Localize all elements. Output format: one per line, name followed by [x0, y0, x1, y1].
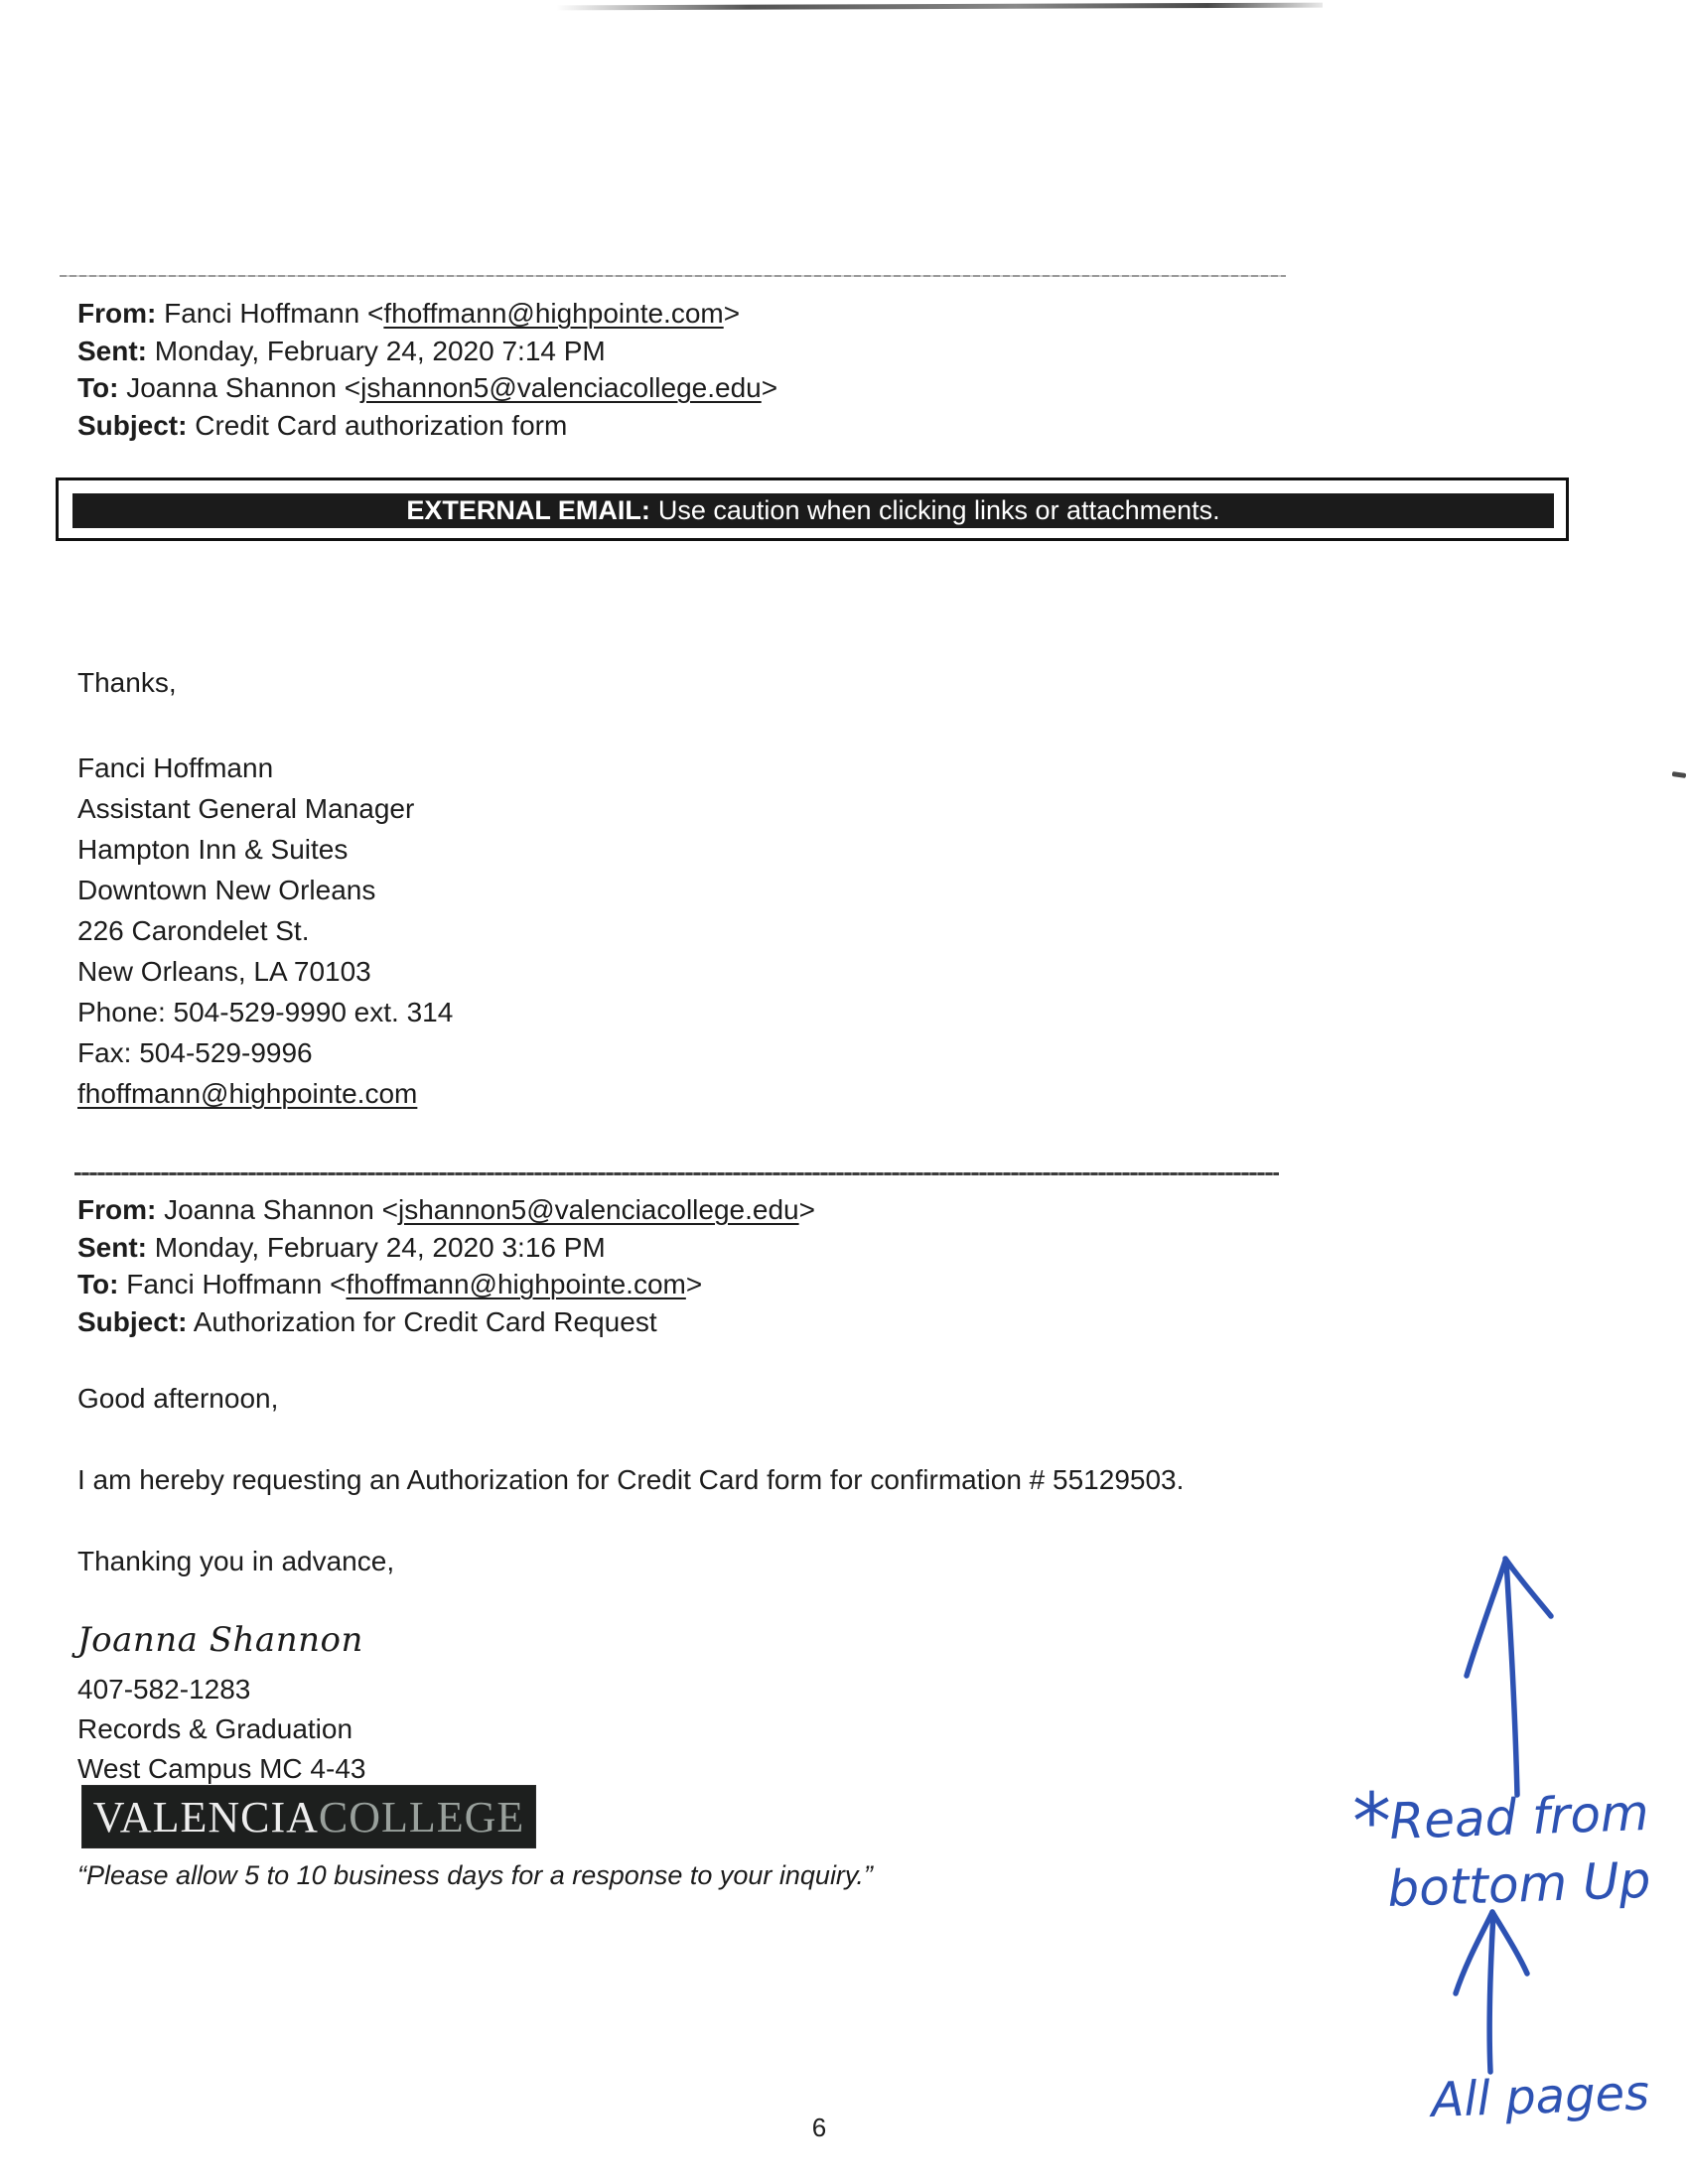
email1-signature	[77, 748, 453, 1114]
logo-college-text: COLLEGE	[318, 1792, 525, 1842]
from-label: From:	[77, 1194, 157, 1225]
to-label: To:	[77, 372, 119, 403]
signature-department: Records & Graduation	[77, 1713, 353, 1744]
signature-phone: 407-582-1283	[77, 1674, 251, 1705]
valencia-college-logo	[81, 1785, 536, 1848]
to-close-bracket: >	[761, 372, 778, 403]
scan-artifact-edge-dash	[1672, 771, 1687, 778]
email1-to-link[interactable]: jshannon5@valenciacollege.edu	[360, 372, 762, 403]
email2-subject-line	[77, 1303, 815, 1341]
email2-from-link[interactable]: jshannon5@valenciacollege.edu	[398, 1194, 799, 1225]
email2-header	[77, 1191, 815, 1340]
subject-value: Authorization for Credit Card Request	[187, 1305, 657, 1337]
email1-thanks: Thanks,	[77, 667, 177, 698]
email2-to-link[interactable]: fhoffmann@highpointe.com	[346, 1269, 686, 1299]
signature-company: Hampton Inn & Suites	[77, 834, 349, 865]
handwritten-note-read-from-bottom-up	[1352, 1778, 1651, 1918]
email1-divider-line	[60, 275, 1286, 277]
from-close-bracket: >	[798, 1194, 815, 1225]
sent-label: Sent:	[77, 1231, 147, 1263]
email1-subject-line	[77, 407, 777, 445]
email2-greeting: Good afternoon,	[77, 1383, 279, 1414]
email1-from-link[interactable]: fhoffmann@highpointe.com	[383, 298, 724, 329]
to-label: To:	[77, 1269, 119, 1299]
email1-from-line	[77, 295, 777, 333]
logo-valencia-text: VALENCIA	[92, 1792, 319, 1842]
handwritten-line2: bottom Up	[1386, 1850, 1652, 1918]
page-number: 6	[811, 2113, 827, 2142]
signature-fax: Fax: 504-529-9996	[77, 1037, 313, 1068]
from-name: Fanci Hoffmann <	[156, 298, 384, 329]
banner-rest-text: Use caution when clicking links or attachments.	[657, 495, 1220, 525]
subject-value: Credit Card authorization form	[187, 409, 568, 441]
signature-city: New Orleans, LA 70103	[77, 956, 371, 987]
banner-strong-text: EXTERNAL EMAIL:	[406, 495, 650, 525]
signature-title: Assistant General Manager	[77, 793, 415, 824]
sent-label: Sent:	[77, 335, 147, 366]
email2-signature-name: Joanna Shannon	[77, 1620, 363, 1660]
email1-header	[77, 295, 777, 444]
to-close-bracket: >	[685, 1269, 703, 1299]
signature-location: Downtown New Orleans	[77, 875, 376, 905]
from-name: Joanna Shannon <	[156, 1194, 398, 1225]
handwritten-line1: Read from	[1388, 1783, 1650, 1850]
to-name: Fanci Hoffmann <	[118, 1269, 347, 1299]
scan-artifact-top-line	[556, 3, 1323, 11]
email2-closing: Thanking you in advance,	[77, 1546, 395, 1576]
signature-phone: Phone: 504-529-9990 ext. 314	[77, 997, 454, 1027]
signature-name: Fanci Hoffmann	[77, 752, 274, 783]
email2-from-line	[77, 1191, 815, 1229]
email2-signature-block	[77, 1670, 365, 1789]
subject-label: Subject:	[77, 409, 188, 441]
up-arrow-icon-bottom	[1456, 1912, 1527, 2072]
signature-street: 226 Carondelet St.	[77, 915, 310, 946]
email2-sent-line	[77, 1229, 815, 1267]
sent-value: Monday, February 24, 2020 7:14 PM	[147, 335, 606, 366]
email2-to-line	[77, 1266, 815, 1303]
from-close-bracket: >	[723, 298, 741, 329]
from-label: From:	[77, 298, 157, 329]
subject-label: Subject:	[77, 1305, 188, 1337]
email2-divider-line	[74, 1172, 1279, 1175]
email1-sent-line	[77, 333, 777, 370]
email2-request-line: I am hereby requesting an Authorization for Credit Card form for confirmation # 55129503.	[77, 1464, 1185, 1495]
handwritten-star: *	[1352, 1778, 1391, 1867]
response-time-quote: “Please allow 5 to 10 business days for a response to your inquiry.”	[77, 1860, 873, 1890]
sent-value: Monday, February 24, 2020 3:16 PM	[147, 1231, 606, 1263]
email1-to-line	[77, 369, 777, 407]
external-email-banner	[56, 478, 1569, 541]
signature-campus: West Campus MC 4-43	[77, 1753, 366, 1784]
external-email-banner-bar	[72, 493, 1554, 528]
handwritten-annotations	[1281, 1529, 1688, 2184]
up-arrow-icon-top	[1467, 1559, 1551, 1795]
email1-signature-email-link[interactable]: fhoffmann@highpointe.com	[77, 1078, 418, 1109]
handwritten-note-all-pages: All pages	[1430, 2065, 1650, 2128]
to-name: Joanna Shannon <	[118, 372, 361, 403]
